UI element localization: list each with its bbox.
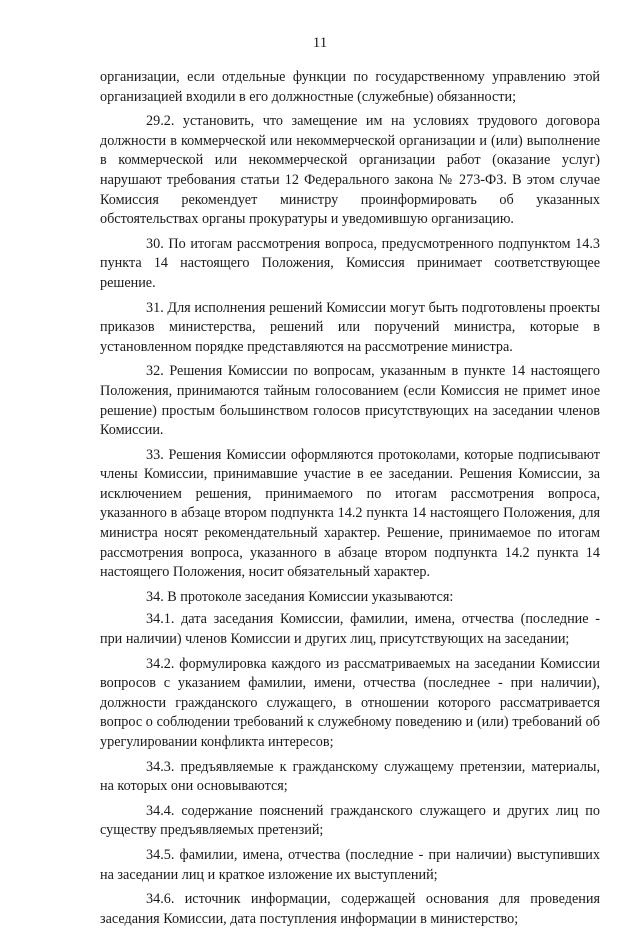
paragraph-34-3: 34.3. предъявляемые к гражданскому служащему претензии, материалы, на которых они основываются;	[100, 758, 600, 795]
page-number: 11	[312, 35, 328, 51]
paragraph-29-2: 29.2. установить, что замещение им на условиях трудового договора должности в коммерческой или некоммерческой организации и (или) выполнение в коммерческой или некоммерческой организации работ (оказание услуг) нарушают требования статьи 12 Федерального закона № 273-ФЗ. В этом случае Комиссия рекомендует министру проинформировать об указанных обстоятельствах органы прокуратуры и уведомившую организацию.	[100, 113, 600, 228]
paragraph-34-2: 34.2. формулировка каждого из рассматриваемых на заседании Комиссии вопросов с указанием фамилии, имени, отчества (последнее - при наличии), должности гражданского служащего, в отношении которого рассматривается вопрос о соблюдении требований к служебному поведению и (или) требований об урегулировании конфликта интересов;	[100, 655, 600, 750]
paragraph-continuation: организации, если отдельные функции по государственному управлению этой организацией входили в его должностные (служебные) обязанности;	[100, 69, 600, 105]
paragraph-34-4: 34.4. содержание пояснений гражданского служащего и других лиц по существу предъявляемых претензий;	[100, 802, 600, 839]
paragraph-34-5: 34.5. фамилии, имена, отчества (последние - при наличии) выступивших на заседании лиц и краткое изложение их выступлений;	[100, 846, 600, 883]
paragraph-33: 33. Решения Комиссии оформляются протоколами, которые подписывают члены Комиссии, принимавшие участие в ее заседании. Решения Комиссии, за исключением решения, принимаемого по итогам рассмотрения вопроса, указанного в абзаце втором подпункта 14.2 пункта 14 настоящего Положения, для министра носят рекомендательный характер. Решение, принимаемое по итогам рассмотрения вопроса, указанного в абзаце втором подпункта 14.2 пункта 14 настоящего Положения, носит обязательный характер.	[100, 446, 600, 581]
paragraph-34-1: 34.1. дата заседания Комиссии, фамилии, имена, отчества (последние - при наличии) членов Комиссии и других лиц, присутствующих на заседании;	[100, 611, 600, 648]
paragraph-32: 32. Решения Комиссии по вопросам, указанным в пункте 14 настоящего Положения, принимаются тайным голосованием (если Комиссия не примет иное решение) простым большинством голосов присутствующих на заседании членов Комиссии.	[100, 363, 600, 439]
paragraph-34-6: 34.6. источник информации, содержащей основания для проведения заседания Комиссии, дата поступления информации в министерство;	[100, 891, 600, 927]
paragraph-30: 30. По итогам рассмотрения вопроса, предусмотренного подпунктом 14.3 пункта 14 настоящего Положения, Комиссия принимает соответствующее решение.	[100, 235, 600, 291]
paragraph-34: 34. В протоколе заседания Комиссии указываются:	[146, 588, 454, 605]
paragraph-31: 31. Для исполнения решений Комиссии могут быть подготовлены проекты приказов министерства, решений или поручений министра, которые в установленном порядке представляются на рассмотрение министра.	[100, 299, 600, 355]
document-body	[100, 68, 600, 934]
